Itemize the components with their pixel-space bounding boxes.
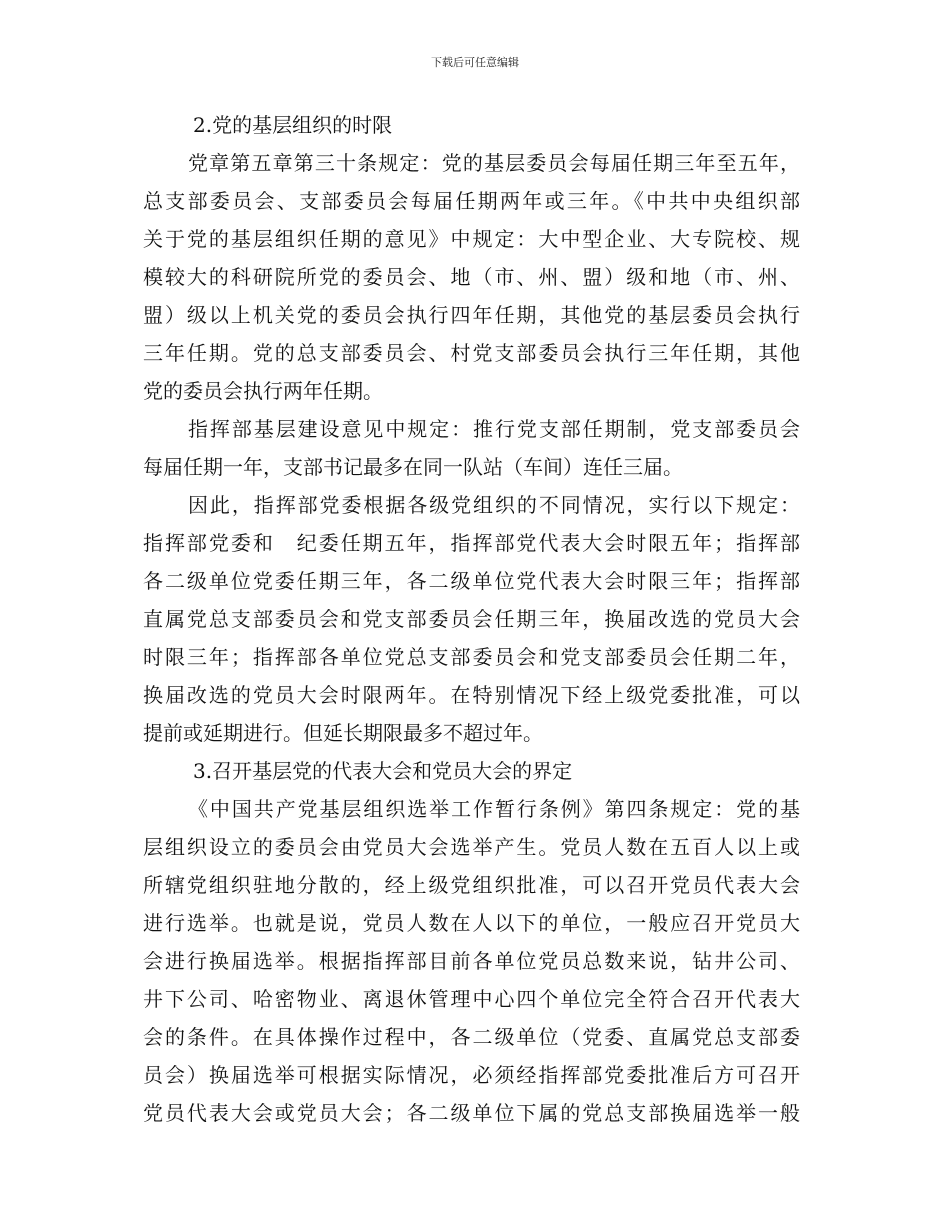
- text-line: 因此，指挥部党委根据各级党组织的不同情况，实行以下规定：: [188, 493, 800, 517]
- text-line: 党章第五章第三十条规定：党的基层委员会每届任期三年至五年，: [188, 151, 800, 175]
- text-line: 提前或延期进行。但延长期限最多不超过年。: [143, 721, 543, 745]
- text-line: 会进行换届选举。根据指挥部目前各单位党员总数来说，钻井公司、: [143, 949, 800, 973]
- text-line: 井下公司、哈密物业、离退休管理中心四个单位完全符合召开代表大: [143, 987, 800, 1011]
- text-line: 时限三年；指挥部各单位党总支部委员会和党支部委员会任期二年，: [143, 645, 800, 669]
- text-line: 指挥部党委和 纪委任期五年，指挥部党代表大会时限五年；指挥部: [143, 531, 800, 555]
- text-line: 党员代表大会或党员大会；各二级单位下属的党总支部换届选举一般: [143, 1101, 800, 1125]
- text-line: 党的委员会执行两年任期。: [143, 379, 383, 403]
- text-line: 层组织设立的委员会由党员大会选举产生。党员人数在五百人以上或: [143, 835, 800, 859]
- section-heading: 2.党的基层组织的时限: [193, 113, 393, 137]
- text-line: 换届改选的党员大会时限两年。在特别情况下经上级党委批准，可以: [143, 683, 800, 707]
- text-line: 各二级单位党委任期三年，各二级单位党代表大会时限三年；指挥部: [143, 569, 800, 593]
- text-line: 直属党总支部委员会和党支部委员会任期三年，换届改选的党员大会: [143, 607, 800, 631]
- text-line: 指挥部基层建设意见中规定：推行党支部任期制，党支部委员会: [188, 417, 800, 441]
- text-line: 盟）级以上机关党的委员会执行四年任期，其他党的基层委员会执行: [143, 303, 800, 327]
- text-line: 三年任期。党的总支部委员会、村党支部委员会执行三年任期，其他: [143, 341, 800, 365]
- text-line: 总支部委员会、支部委员会每届任期两年或三年。《中共中央组织部: [143, 189, 800, 213]
- text-line: 所辖党组织驻地分散的，经上级党组织批准，可以召开党员代表大会: [143, 873, 800, 897]
- text-line: 《中国共产党基层组织选举工作暂行条例》第四条规定：党的基: [188, 797, 800, 821]
- text-line: 员会）换届选举可根据实际情况，必须经指挥部党委批准后方可召开: [143, 1063, 800, 1087]
- section-heading: 3.召开基层党的代表大会和党员大会的界定: [193, 759, 573, 783]
- text-line: 每届任期一年，支部书记最多在同一队站（车间）连任三届。: [143, 455, 683, 479]
- text-line: 关于党的基层组织任期的意见》中规定：大中型企业、大专院校、规: [143, 227, 800, 251]
- text-line: 模较大的科研院所党的委员会、地（市、州、盟）级和地（市、州、: [143, 265, 800, 289]
- document-body: [143, 106, 800, 1132]
- text-line: 进行选举。也就是说，党员人数在人以下的单位，一般应召开党员大: [143, 911, 800, 935]
- text-line: 会的条件。在具体操作过程中，各二级单位（党委、直属党总支部委: [143, 1025, 800, 1049]
- page-header: 下载后可任意编辑: [431, 56, 519, 69]
